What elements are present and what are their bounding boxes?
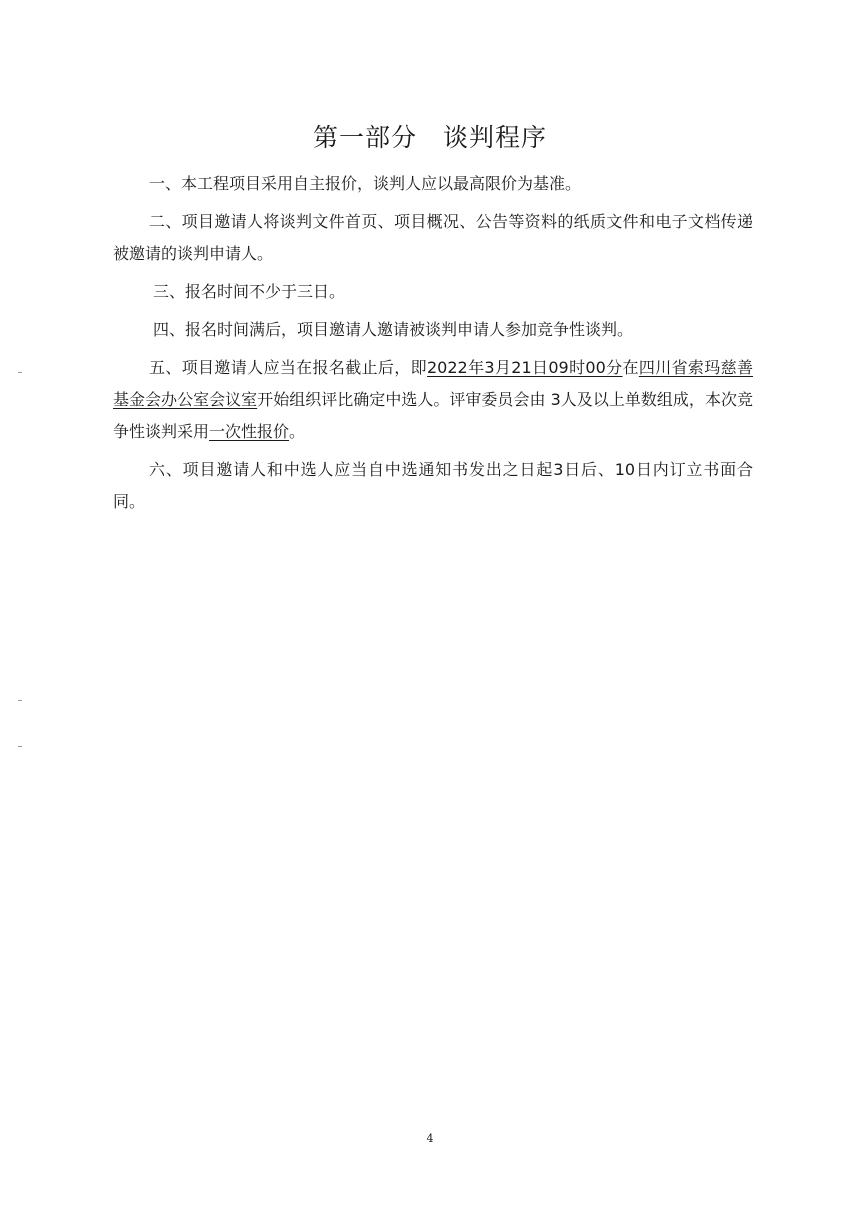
document-body [113,168,753,524]
paragraph-3: 三、报名时间不少于三日。 [153,282,346,301]
scan-mark [18,372,22,373]
title-name: 谈判程序 [443,123,548,152]
p5-mid1: 在 [622,358,639,377]
p5-datetime: 2022年3月21日09时00分 [427,358,623,377]
paragraph-5 [113,352,753,448]
scan-mark [18,700,22,701]
p5-mid2: 开始组织评比确定中选人。评审委员会由 3人及以上单数组成，本次竞争性谈判采用 [113,390,753,441]
page-number: 4 [426,1132,434,1145]
p5-location: 四川省索玛慈善基金会办公室会议室 [113,358,753,409]
page-title [0,118,860,154]
title-part: 第一部分 [312,123,417,152]
paragraph-2: 二、项目邀请人将谈判文件首页、项目概况、公告等资料的纸质文件和电子文档传递被邀请的谈判申请人。 [113,212,753,263]
p5-prefix: 五、项目邀请人应当在报名截止后，即 [149,358,427,377]
p5-method: 一次性报价 [209,422,290,441]
paragraph-1: 一、本工程项目采用自主报价，谈判人应以最高限价为基准。 [149,174,582,193]
scan-mark [18,746,22,747]
paragraph-4: 四、报名时间满后，项目邀请人邀请被谈判申请人参加竞争性谈判。 [153,320,634,339]
paragraph-6: 六、项目邀请人和中选人应当自中选通知书发出之日起3日后、10日内订立书面合同。 [113,460,753,511]
p5-suffix: 。 [289,422,306,441]
